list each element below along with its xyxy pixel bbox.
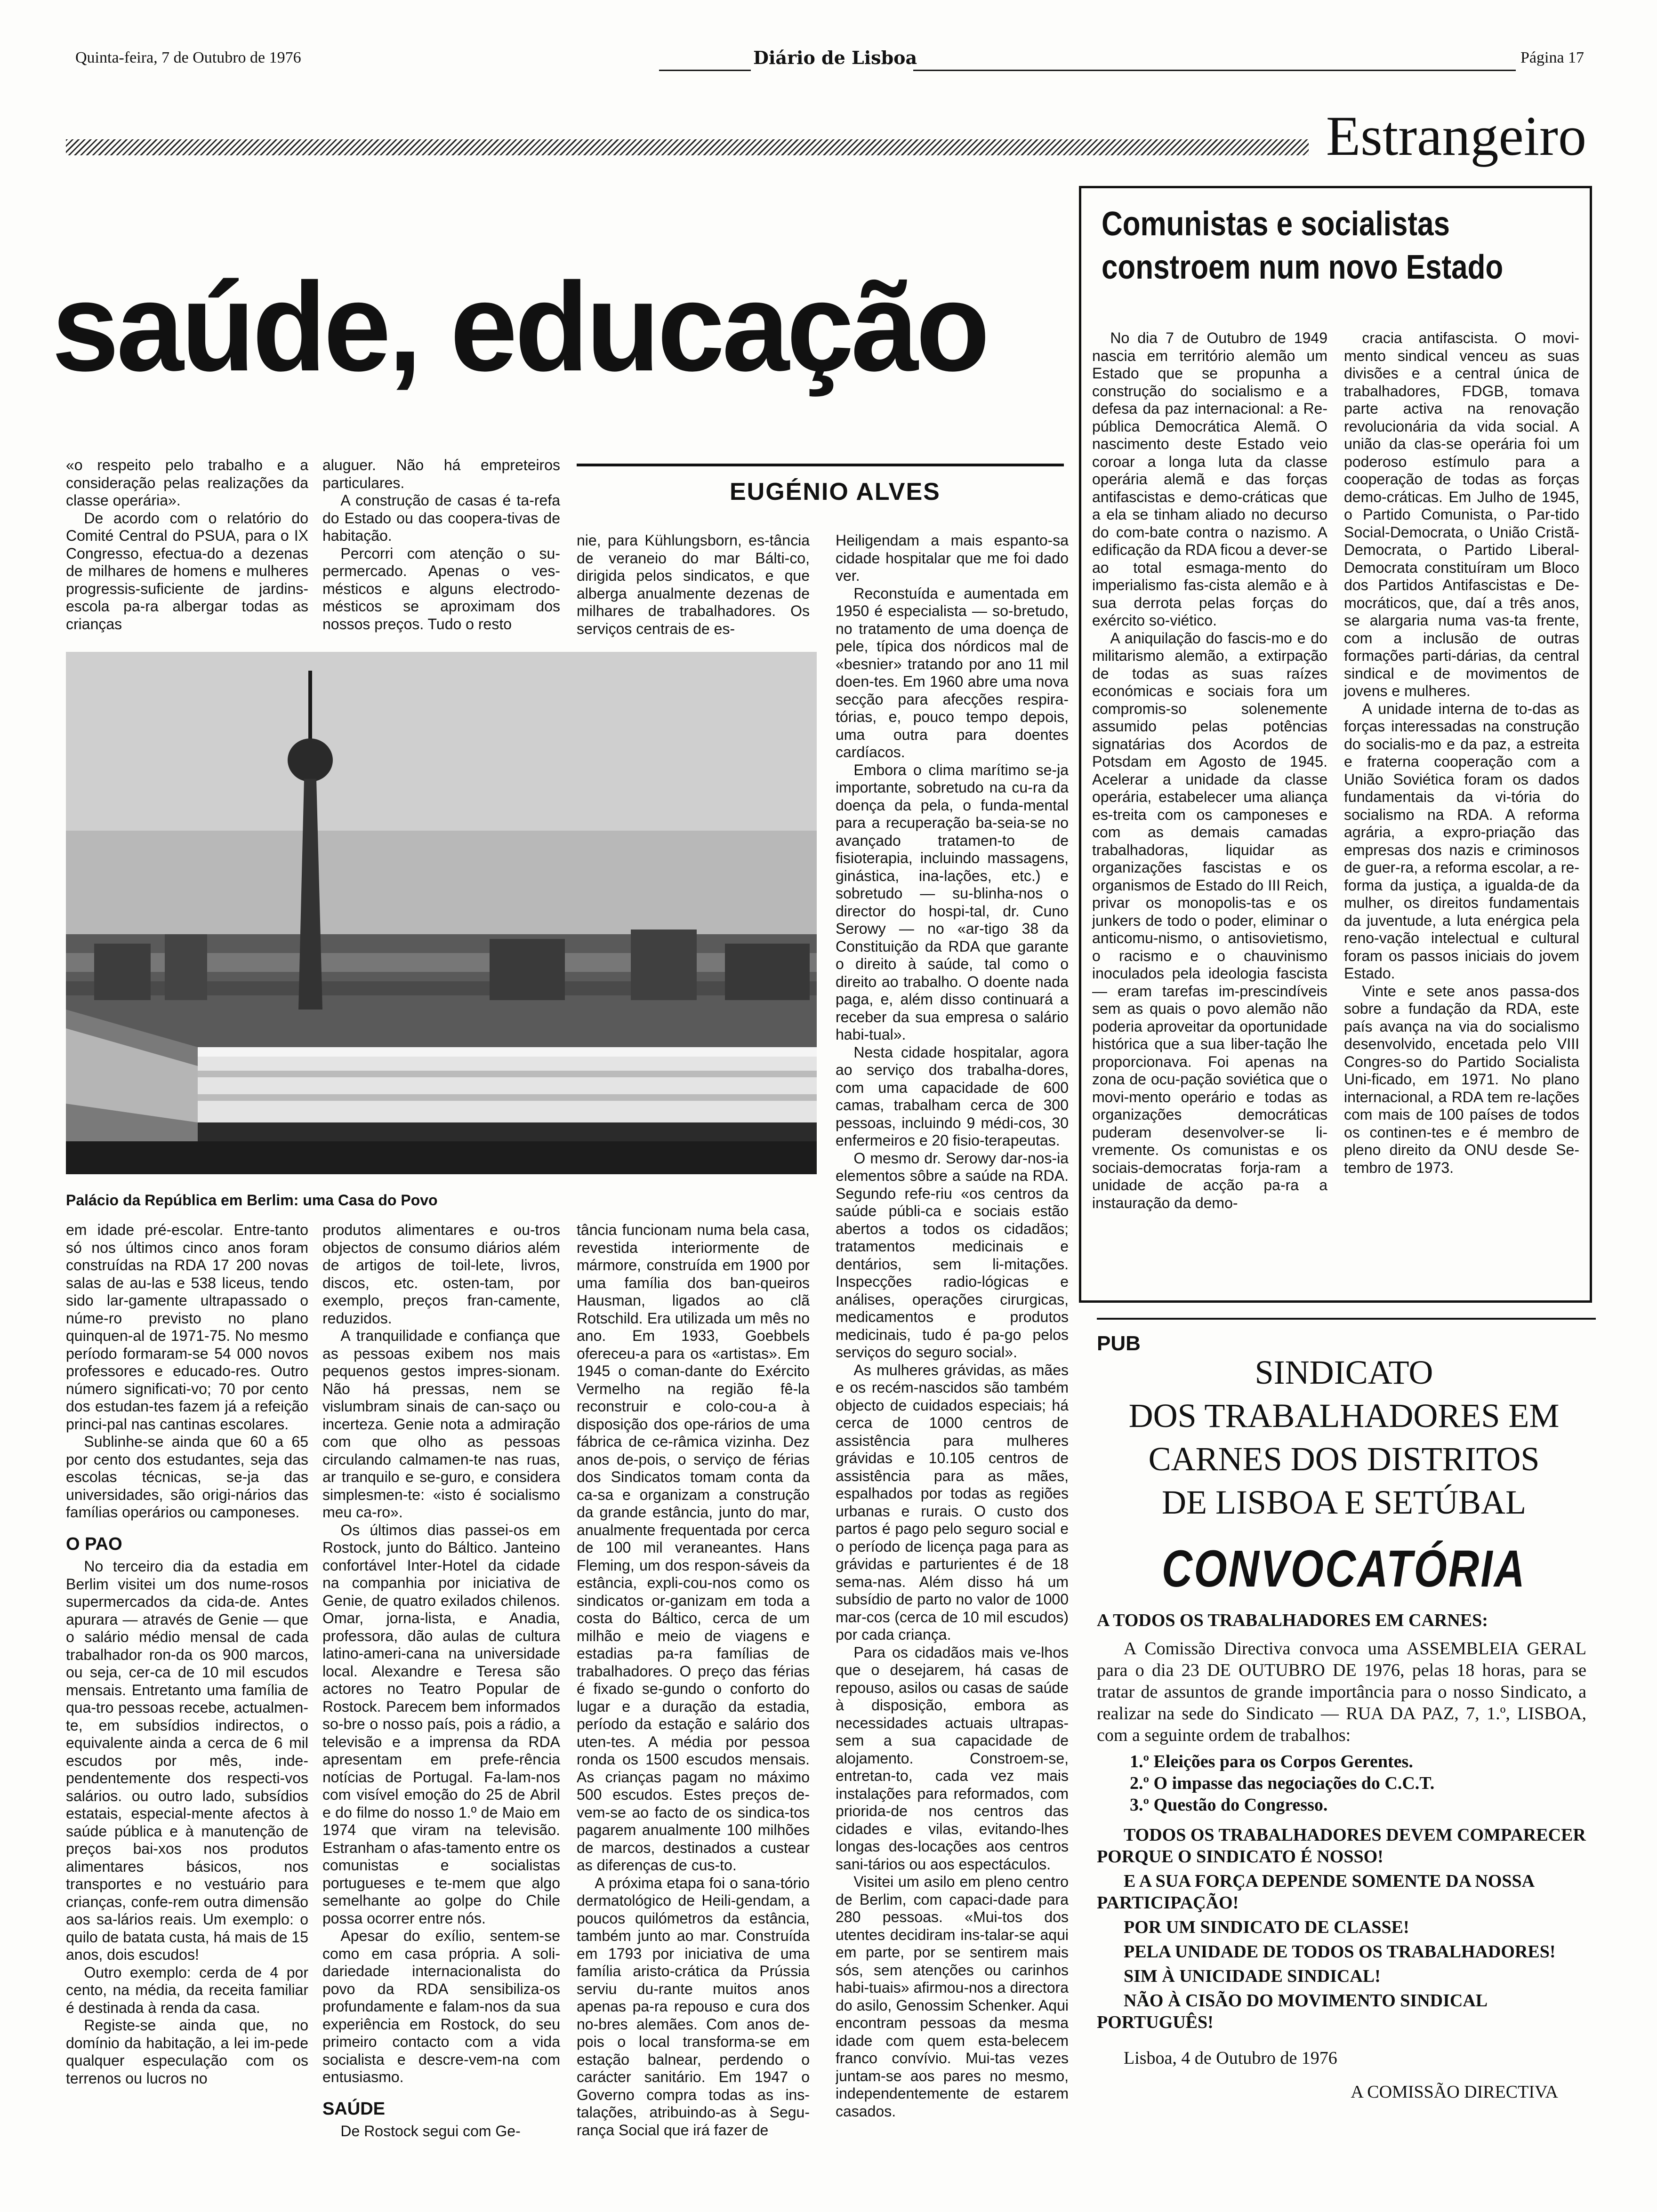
tv-tower-skyline-illustration xyxy=(66,652,817,1174)
paragraph: A unidade interna de to-das as forças interessadas na construção do socialis-mo e da paz, a estreita e fraterna cooperação com a União Soviética foram os dados fundamentais da vi-tória do socialismo na RDA. A reforma agrária, a expro-priação das empresas dos nazis e criminosos de guer-ra, a reforma escolar, a re-forma da justiça, a igualda-de da mulher, os direitos fundamentais da juventude, a luta enérgica pela reno-vação intelectual e cultural foram os passos iniciais do jovem Estado. xyxy=(1344,700,1579,982)
paragraph: Os últimos dias passei-os em Rostock, junto do Báltico. Janteino confortável Inter-Hotel da cidade na companhia por iniciativa de Genie, de quatro exilados chilenos. Omar, jorna-lista, e Anadia, professora, dão aulas de cultura latino-ameri-cana na universidade local. Alexandre e Teresa são actores no Teatro Popular de Rostock. Parecem bem informados so-bre o nosso país, pois a rádio, a televisão e a imprensa da RDA apresentam em prefe-rência notícias de Portugal. Fa-lam-nos com visível emoção do 25 de Abril e do filme do nosso 1.º de Maio em 1974 que viram na televisão. Estranham o afas-tamento entre os comunistas e socialistas portugueses e te-mem que algo semelhante ao golpe do Chile possa ocorrer entre nós. xyxy=(322,1521,560,1927)
ad-org-line: DOS TRABALHADORES EM xyxy=(1128,1397,1560,1435)
paragraph: Outro exemplo: cerda de 4 por cento, na média, da receita familiar é destinada à renda da casa. xyxy=(66,1964,308,2016)
ad-signature: A COMISSÃO DIRECTIVA xyxy=(1351,2082,1558,2102)
ad-top-rule xyxy=(1097,1318,1596,1320)
ad-org-line: DE LISBOA E SETÚBAL xyxy=(1162,1483,1526,1521)
ad-convocatoria: CONVOCATÓRIA xyxy=(1161,1540,1527,1598)
byline-rule xyxy=(577,464,1064,466)
article-col1-top xyxy=(66,457,308,633)
paragraph: produtos alimentares e ou-tros objectos de consumo diários além de artigos de toil-lete, livros, discos, etc. osten-tam, por exemplo, preços fran-camente, reduzidos. xyxy=(322,1221,560,1327)
ad-slogan: NÃO À CISÃO DO MOVIMENTO SINDICAL PORTUGUÊS! xyxy=(1097,1991,1487,2032)
ad-notice: A Comissão Directiva convoca uma ASSEMBLEIA GERAL para o dia 23 DE OUTUBRO DE 1976, pelas 18 horas, para se tratar de assuntos de grande importância para o nosso Sindicato, a realizar na sede do Sindicato — RUA DA PAZ, 7, 1.º, LISBOA, com a seguinte ordem de trabalhos: xyxy=(1097,1639,1586,1745)
byline: EUGÉNIO ALVES xyxy=(730,478,941,505)
paragraph: A construção de casas é ta-refa do Estado ou das coopera-tivas de habitação. xyxy=(322,492,560,544)
ad-agenda-item: 2.º O impasse das negociações do C.C.T. xyxy=(1130,1773,1435,1793)
paragraph: Apesar do exílio, sentem-se como em casa própria. A soli-dariedade internacionalista do povo da RDA sensibiliza-os profundamente e falam-nos da sua experiência em Rostock, do seu primeiro contacto com a vida socialista e descre-vem-na com entusiasmo. xyxy=(322,1927,560,2085)
ad-place-date: Lisboa, 4 de Outubro de 1976 xyxy=(1124,2048,1337,2068)
ad-slogan: POR UM SINDICATO DE CLASSE! xyxy=(1124,1917,1409,1937)
section-hatch-band xyxy=(66,139,1309,155)
paragraph: Heiligendam a mais espanto-sa cidade hospitalar que me foi dado ver. xyxy=(836,532,1069,584)
paragraph: Registe-se ainda que, no domínio da habitação, a lei im-pede qualquer especulação com os terrenos ou lucros no xyxy=(66,2017,308,2087)
paragraph: «o respeito pelo trabalho e a consideração pelas realizações da classe operária». xyxy=(66,457,308,509)
paragraph: nie, para Kühlungsborn, es-tância de veraneio do mar Bálti-co, dirigida pelos sindicatos, e que alberga anualmente dezenas de milhares de trabalhadores. Os serviços centrais de es- xyxy=(577,532,810,637)
paragraph: tância funcionam numa bela casa, revestida interiormente de mármore, construída em 1900 por uma família dos ban-queiros Hausman, ligados ao clã Rotschild. Era utilizada um mês no ano. Em 1933, Goebbels ofereceu-a para os «artistas». Em 1945 o coman-dante do Exército Vermelho na região fê-la reconstruir e colo-cou-a à disposição dos ope-rários de uma fábrica de ce-râmica vizinha. Dez anos de-pois, o serviço de férias dos Sindicatos tomam conta da ca-sa e organizam a construção da grande estância, junto do mar, anualmente frequentada por cerca de 100 mil veraneantes. Hans Fleming, um dos respon-sáveis da estância, expli-cou-nos como os sindicatos or-ganizam em toda a costa do Báltico, cerca de um milhão e meio de viagens e estadias pa-ra famílias de trabalhadores. O preço das férias é fixado se-gundo o conforto do lugar e a duração da estadia, período da estação e salário dos uten-tes. A média por pessoa ronda os 1500 escudos mensais. As crianças pagam no máximo 500 escudos. Estes preços de-vem-se ao facto de os sindica-tos pagarem anualmente 100 milhões de marcos, destinados a custear as diferenças de cus-to. xyxy=(577,1221,810,1874)
paragraph: No terceiro dia da estadia em Berlim visitei um dos nume-rosos supermercados da cida-de. Antes apurara — através de Genie — que o salário médio mensal de cada trabalhador ron-da os 900 marcos, ou seja, cer-ca de 10 mil escudos mensais. Entretanto uma família de qua-tro pessoas recebe, actualmen-te, em subsídios indirectos, o equivalente ainda a cerca de 6 mil escudos por mês, inde-pendentemente dos respecti-vos salários. ou outro lado, subsídios estatais, especial-mente afectos à saúde pública e à manutenção de preços bai-xos nos produtos alimentares básicos, nos transportes e no vestuário para crianças, confe-rem outra dimensão aos sa-lários reais. Um exemplo: o quilo de batata custa, há mais de 15 anos, dois escudos! xyxy=(66,1558,308,1963)
paragraph: As mulheres grávidas, as mães e os recém-nascidos são também objecto de cuidados especiais; há cerca de 1000 centros de assistência para mulheres grávidas e 10.105 centros de assistência para as mães, espalhados por todas as regiões urbanas e rurais. O custo dos partos é pago pelo seguro social e o período de licença paga para as grávidas e parturientes é de 18 sema-nas. Além disso há um subsídio de parto no valor de 1000 mar-cos (cerca de 10 mil escudos) por cada criança. xyxy=(836,1361,1069,1643)
page-number: Página 17 xyxy=(1520,49,1585,66)
issue-date: Quinta-feira, 7 de Outubro de 1976 xyxy=(75,49,301,66)
paragraph: aluguer. Não há empreteiros particulares. xyxy=(322,457,560,491)
paragraph: A tranquilidade e confiança que as pessoas exibem nos mais pequenos gestos impres-sionam. Não há pressas, nem se vislumbram sinais de can-saço ou incerteza. Genie nota a admiração com que olho as pessoas circulando calmamen-te nas ruas, ar tranquilo e se-guro, e considera simplesmen-te: «isto é socialismo meu ca-ro». xyxy=(322,1327,560,1521)
subhead-saude: SAÚDE xyxy=(322,2099,386,2119)
paragraph: Para os cidadãos mais ve-lhos que o desejarem, há casas de repouso, asilos ou casas de saúde à disposição, embora as necessidades actuais ultrapas-sem a sua capacidade de alojamento. Constroem-se, entretan-to, cada vez mais instalações para reformados, com priorida-de nos centros das cidades e vilas, evitando-lhes longas des-locações aos centros sani-tários ou aos espectáculos. xyxy=(836,1643,1069,1873)
subhead-pao: O PAO xyxy=(66,1534,122,1554)
ad-pub-label: PUB xyxy=(1097,1332,1141,1355)
ad-agenda-item: 3.º Questão do Congresso. xyxy=(1130,1795,1328,1815)
ad-slogan: PELA UNIDADE DE TODOS OS TRABALHADORES! xyxy=(1124,1942,1556,1962)
paragraph: Sublinhe-se ainda que 60 a 65 por cento dos estudantes, seja das escolas técnicas, se-ja das universidades, são origi-nários das famílias operários ou camponeses. xyxy=(66,1433,308,1521)
paragraph: O mesmo dr. Serowy dar-nos-ia elementos sôbre a saúde na RDA. Segundo refe-riu «os centros da saúde públi-ca e sociais estão abertos a todos os cidadãos; tratamentos medicinais e dentários, sem li-mitações. Inspecções radio-lógicas e análises, operações cirurgicas, medicamentos e produtos medicinais, tudo é pa-go pelos serviços do seguro social». xyxy=(836,1149,1069,1361)
paragraph: Nesta cidade hospitalar, agora ao serviço dos trabalha-dores, com uma capacidade de 600 camas, trabalham cerca de 300 pessoas, incluindo 9 médi-cos, 30 enfermeiros e 20 fisio-terapeutas. xyxy=(836,1043,1069,1149)
sidebar-col-a xyxy=(1092,329,1327,1212)
paragraph: A próxima etapa foi o sana-tório dermatológico de Heili-gendam, a poucos quilómetros da estância, também junto ao mar. Construída em 1793 por iniciativa de uma família aristo-crática da Prússia serviu du-rante muitos anos apenas pa-ra repouso e cura dos no-bres alemães. Com anos de-pois o local transforma-se em estação balnear, perdendo o carácter sanitário. Em 1947 o Governo compra todas as ins-talações, atribuindo-as à Segu-rança Social que irá fazer de xyxy=(577,1874,810,2139)
header-rule-right xyxy=(913,70,1516,71)
article-col2-top xyxy=(322,457,560,633)
ad-agenda-item: 1.º Eleições para os Corpos Gerentes. xyxy=(1130,1752,1413,1771)
ad-slogan: TODOS OS TRABALHADORES DEVEM COMPARECER PORQUE O SINDICATO É NOSSO! xyxy=(1097,1825,1586,1867)
section-title: Estrangeiro xyxy=(1326,104,1586,167)
sidebar-col-b xyxy=(1344,329,1579,1177)
paragraph: A aniquilação do fascis-mo e do militarismo alemão, a extirpação de todas as suas raízes económicas e sociais fora um compromis-so solenemente assumido pelas potências signatárias dos Acordos de Potsdam em Agosto de 1945. Acelerar a unidade da classe operária, estabelecer uma aliança es-treita com os camponeses e com as demais camadas trabalhadoras, liquidar as organizações fascistas e os organismos de Estado do III Reich, privar os monopolis-tas e os junkers de todo o poder, eliminar o anticomu-nismo, o antisovietismo, o racismo e o chauvinismo inoculados pela ideologia fascista — eram tarefas im-prescindíveis sem as quais o povo alemão não poderia aproveitar da oportunidade histórica que a sua liber-tação lhe proporcionava. Foi apenas na zona de ocu-pação soviética que o movi-mento operário e todas as organizações democráticas puderam desenvolver-se li-vremente. Os comunistas e os sociais-democratas forja-ram a unidade de acção pa-ra a instauração da demo- xyxy=(1092,629,1327,1211)
paragraph: Visitei um asilo em pleno centro de Berlim, com capaci-dade para 280 pessoas. «Mui-tos dos utentes decidiram ins-talar-se aqui em parte, por se sentirem mais sós, sem atenções ou carinhos habi-tuais» afirmou-nos a directora do asilo, Genossim Schenker. Aqui encontram pessoas da mesma idade com quem esta-belecem franco convívio. Mui-tas vezes juntam-se aos pares no mesmo, independentemente de estarem casados. xyxy=(836,1873,1069,2120)
paragraph: Vinte e sete anos passa-dos sobre a fundação da RDA, este país avança na via do socialismo desenvolvido, encetada pelo VIII Congres-so do Partido Socialista Uni-ficado, em 1971. No plano internacional, a RDA tem re-lações com mais de 100 países de todos os continen-tes e é membro de pleno direito da ONU desde Se-tembro de 1973. xyxy=(1344,982,1579,1176)
ad-recipients: A TODOS OS TRABALHADORES EM CARNES: xyxy=(1097,1611,1488,1630)
paragraph: De Rostock segui com Ge- xyxy=(340,2123,521,2140)
ad-organization xyxy=(1097,1351,1591,1524)
header-rule-left xyxy=(659,70,751,71)
ad-body xyxy=(1097,1610,1586,2103)
paragraph: No dia 7 de Outubro de 1949 nascia em território alemão um Estado que se propunha a construção do socialismo e a defesa da paz internacional: a Re-pública Democrática Alemã. O nascimento deste Estado veio coroar a longa luta da classe operária alemã e das forças antifascistas e demo-cráticas que a ela se tinham aliado no decurso do com-bate contra o nazismo. A edificação da RDA ficou a dever-se ao total esmaga-mento do imperialismo fas-cista alemão e à sua derrota pelas forças do exército so-viético. xyxy=(1092,329,1327,629)
sidebar-title: Comunistas e socialistas constroem num novo Estado xyxy=(1102,205,1504,286)
ad-org-line: CARNES DOS DISTRITOS xyxy=(1148,1440,1540,1478)
photo-palace-of-the-republic xyxy=(66,652,817,1174)
paragraph: De acordo com o relatório do Comité Central do PSUA, para o IX Congresso, efectua-do a dezenas de milhares de homens e mulheres progressis-suficiente de jardins-escola pa-ra albergar todas as crianças xyxy=(66,509,308,633)
ad-org-line: SINDICATO xyxy=(1255,1354,1433,1391)
ad-agenda xyxy=(1097,1751,1586,1816)
paragraph: cracia antifascista. O movi-mento sindical venceu as suas divisões e a central única de trabalhadores, FDGB, tomava parte activa na renovação revolucionária da vida social. A união da clas-se operária foi um poderoso estímulo para a cooperação de todas as forças demo-cráticas. Em Julho de 1945, o Partido Comunista, o Par-tido Social-Democrata, o União Cristã-Democrata, o Partido Liberal-Democrata constituíram um Bloco dos Partidos Antifascistas e De-mocráticos, que, daí a três anos, se alargaria numa vas-ta frente, com a inclusão de outras formações parti-dárias, da central sindical e de movimentos de jovens e mulheres. xyxy=(1344,329,1579,699)
article-col3-bottom xyxy=(577,1221,810,2139)
paragraph: Embora o clima marítimo se-ja importante, sobretudo na cu-ra da doença da pela, o funda-mental para a recuperação ba-seia-se no avançado tratamen-to de fisioterapia, incluindo massagens, ginástica, ina-lações, etc.) e sobretudo — su-blinha-nos o director do hospi-tal, dr. Cuno Serowy — no «ar-tigo 38 da Constituição da RDA que garante o direito à saúde, tal como o direito ao trabalho. O doente nada paga, e, além disso continuará a receber da sua empresa o salário habi-tual». xyxy=(836,761,1069,1043)
paragraph: Percorri com atenção o su-permercado. Apenas o ves-mésticos e alguns electrodo-mésticos se aproximam dos nossos preços. Tudo o resto xyxy=(322,545,560,633)
newspaper-name: Diário de Lisboa xyxy=(753,47,917,68)
paragraph: em idade pré-escolar. Entre-tanto só nos últimos cinco anos foram construídas na RDA 17 200 novas salas de au-las e 538 liceus, tendo sido lar-gamente ultrapassado o núme-ro previsto no plano quinquen-al de 1971-75. No mesmo período formaram-se 54 000 novos professores e educado-res. Outro número significati-vo; 70 por cento dos estudan-tes fazem já a refeição princi-pal nas cantinas escolares. xyxy=(66,1221,308,1433)
article-col4 xyxy=(836,532,1069,2203)
article-col1-bottom xyxy=(66,1221,308,2087)
ad-slogan: E A SUA FORÇA DEPENDE SOMENTE DA NOSSA PARTICIPAÇÃO! xyxy=(1097,1871,1534,1913)
photo-caption: Palácio da República em Berlim: uma Casa do Povo xyxy=(66,1192,438,1209)
article-col3-top xyxy=(577,532,810,638)
ad-slogan: SIM À UNICIDADE SINDICAL! xyxy=(1124,1966,1381,1986)
article-col2-bottom xyxy=(322,1221,560,2140)
article-headline: saúde, educação xyxy=(52,256,988,397)
paragraph: Reconstuída e aumentada em 1950 é especialista — so-bretudo, no tratamento de uma doença de pele, típica dos nórdicos mal de «besnier» tratando por ano 11 mil doen-tes. Em 1960 abre uma nova secção para afecções respira-tórias, e, pouco tempo depois, uma outra para doentes cardíacos. xyxy=(836,585,1069,761)
